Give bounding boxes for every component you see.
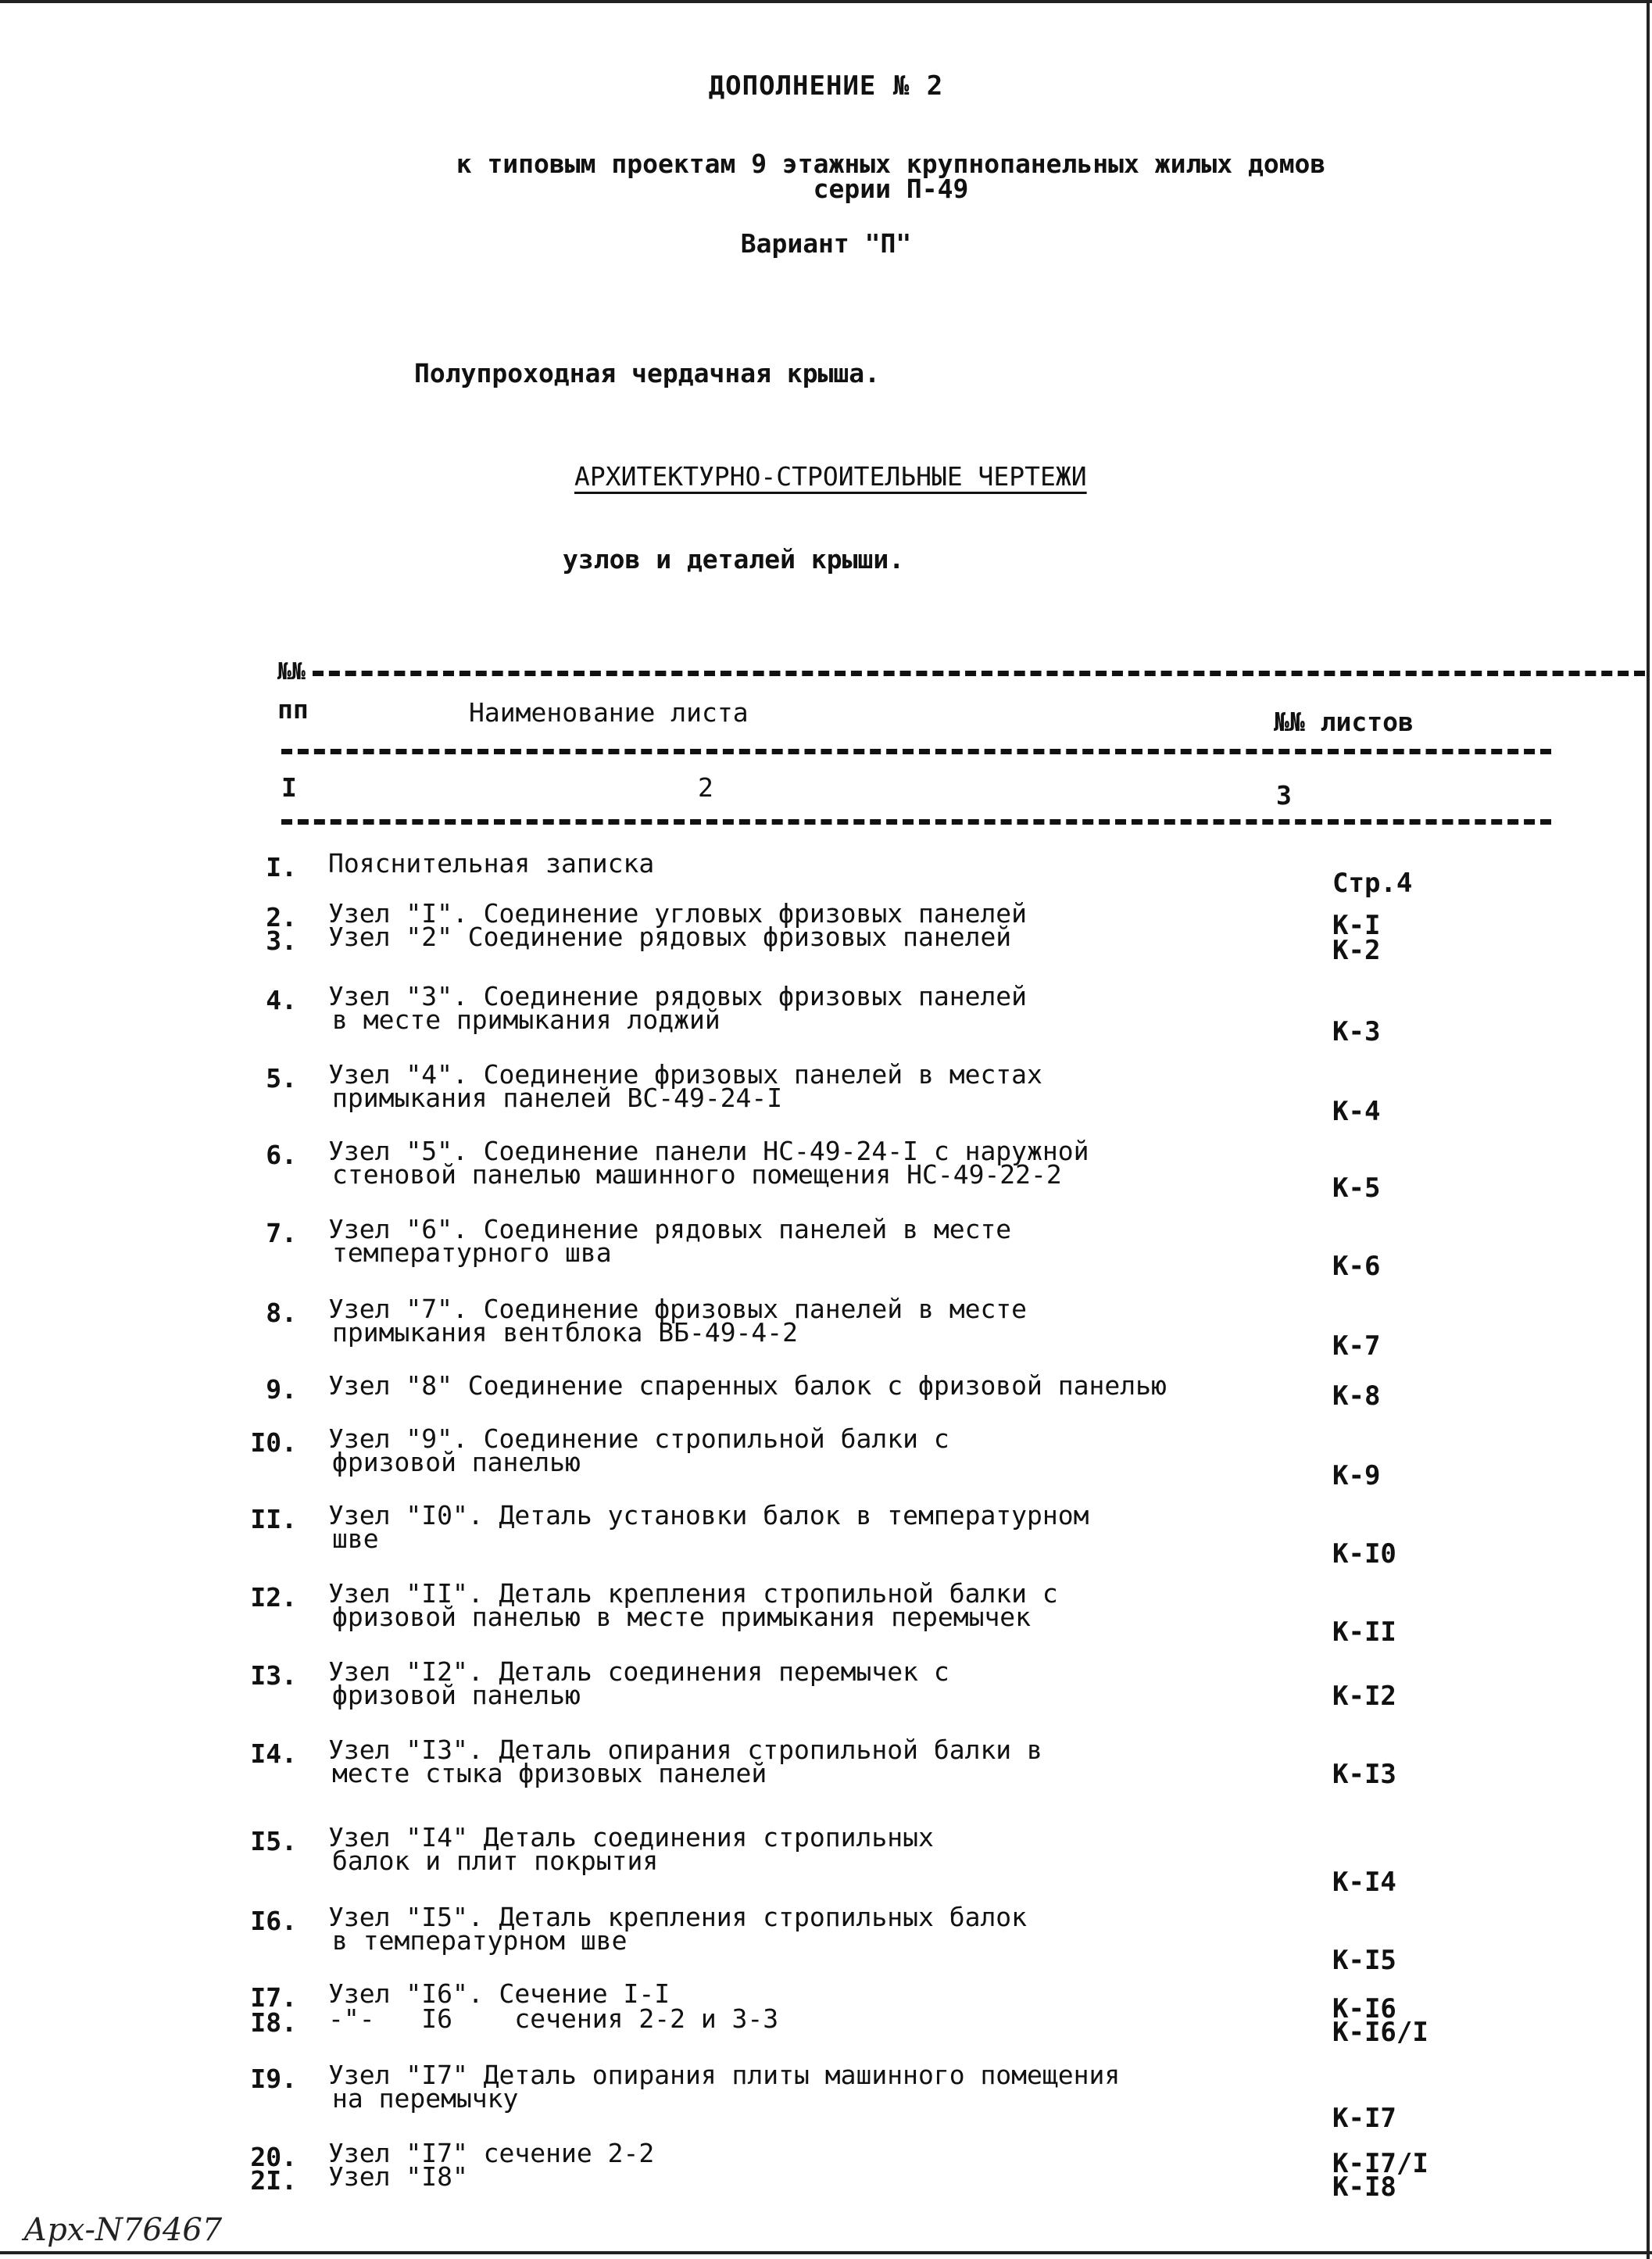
row-title-continuation: месте стыка фризовых панелей	[332, 1758, 767, 1788]
row-title: Узел "I5". Деталь крепления стропильных балок	[328, 1902, 1028, 1932]
row-sheet-number: Стр.4	[1332, 868, 1413, 899]
row-title-continuation: на перемычку	[332, 2083, 519, 2114]
row-sheet-number: К-7	[1332, 1330, 1381, 1362]
section-subtitle: узлов и деталей крыши.	[563, 544, 905, 575]
row-title-continuation: балок и плит покрытия	[332, 1846, 659, 1876]
row-sheet-number: К-I7	[1332, 2103, 1396, 2134]
row-sheet-number: К-I6/I	[1332, 2017, 1429, 2048]
row-title-continuation: фризовой панелью	[332, 1447, 581, 1477]
row-title-continuation: в температурном шве	[332, 1925, 628, 1956]
row-title: Узел "I3". Деталь опирания стропильной балки в	[328, 1735, 1042, 1765]
row-sheet-number: К-II	[1332, 1616, 1396, 1648]
index-rule	[281, 819, 1551, 825]
row-number: 20.	[250, 2142, 297, 2172]
header-rule	[281, 749, 1551, 754]
row-title-continuation: шве	[332, 1523, 379, 1554]
row-number: I.	[266, 852, 297, 882]
col-name-header: Наименование листа	[469, 697, 749, 728]
page-border-bottom	[0, 2251, 1652, 2254]
col-number-header-top: №№	[277, 658, 306, 686]
row-sheet-number: К-I4	[1332, 1867, 1396, 1898]
row-title: Узел "I4" Деталь соединения стропильных	[328, 1822, 934, 1853]
roof-type-heading: Полупроходная чердачная крыша.	[414, 358, 881, 388]
row-sheet-number: К-I8	[1332, 2171, 1396, 2203]
row-title: Узел "I0". Деталь установки балок в температурном	[328, 1500, 1089, 1530]
row-title: Узел "I8"	[328, 2161, 468, 2192]
row-sheet-number: К-4	[1332, 1096, 1381, 1127]
row-title: -"- I6 сечения 2-2 и 3-3	[328, 2003, 779, 2034]
row-title: Узел "I7" Деталь опирания плиты машинного помещения	[328, 2060, 1121, 2090]
document-title: ДОПОЛНЕНИЕ № 2	[708, 70, 944, 102]
row-title-continuation: фризовой панелью	[332, 1680, 581, 1710]
row-number: I4.	[250, 1738, 297, 1769]
row-sheet-number: К-I0	[1332, 1538, 1396, 1570]
section-title: АРХИТЕКТУРНО-СТРОИТЕЛЬНЫЕ ЧЕРТЕЖИ	[574, 461, 1087, 492]
row-sheet-number: К-6	[1332, 1251, 1381, 1282]
row-number: 2I.	[250, 2165, 297, 2196]
row-title: Узел "II". Деталь крепления стропильной балки с	[328, 1578, 1058, 1609]
row-title: Узел "6". Соединение рядовых панелей в месте	[328, 1214, 1012, 1244]
row-title: Пояснительная записка	[328, 848, 655, 879]
row-number: 6.	[266, 1140, 297, 1170]
row-title: Узел "4". Соединение фризовых панелей в местах	[328, 1059, 1042, 1090]
col-sheets-header: №№ листов	[1274, 707, 1414, 737]
row-number: 9.	[266, 1374, 297, 1405]
row-number: I0.	[250, 1427, 297, 1458]
row-number: 3.	[266, 925, 297, 956]
row-title-continuation: в месте примыкания лоджий	[332, 1004, 721, 1035]
row-title: Узел "I6". Сечение I-I	[328, 1978, 670, 2009]
row-title-continuation: примыкания вентблока ВБ-49-4-2	[332, 1317, 799, 1348]
document-subtitle-line2: серии П-49	[813, 174, 969, 204]
col-number-index: I	[281, 772, 297, 803]
page-border-top	[0, 0, 1652, 3]
row-title: Узел "8" Соединение спаренных балок с фризовой панелью	[328, 1370, 1167, 1401]
row-title: Узел "5". Соединение панели НС-49-24-I с наружной	[328, 1136, 1089, 1166]
row-number: I6.	[250, 1906, 297, 1936]
row-title: Узел "7". Соединение фризовых панелей в месте	[328, 1294, 1028, 1324]
row-sheet-number: К-I6	[1332, 1993, 1396, 2025]
row-number: I5.	[250, 1826, 297, 1856]
row-number: 5.	[266, 1063, 297, 1094]
page-border-right	[1647, 0, 1650, 2259]
row-sheet-number: К-2	[1332, 935, 1381, 966]
row-title: Узел "I2". Деталь соединения перемычек с	[328, 1656, 949, 1687]
row-title: Узел "I7" сечение 2-2	[328, 2138, 655, 2168]
row-sheet-number: К-I	[1332, 910, 1381, 941]
row-number: I2.	[250, 1582, 297, 1613]
row-number: 8.	[266, 1298, 297, 1328]
variant-label: Вариант "П"	[740, 228, 912, 259]
row-number: II.	[250, 1504, 297, 1534]
row-title: Узел "9". Соединение стропильной балки с	[328, 1423, 949, 1454]
table-top-rule	[313, 671, 1645, 676]
row-number: I3.	[250, 1660, 297, 1691]
col-name-index: 2	[698, 772, 713, 803]
row-number: 7.	[266, 1218, 297, 1248]
row-sheet-number: К-9	[1332, 1460, 1381, 1491]
row-sheet-number: К-8	[1332, 1380, 1381, 1412]
row-number: 4.	[266, 985, 297, 1015]
row-sheet-number: К-I2	[1332, 1681, 1396, 1712]
row-title: Узел "I". Соединение угловых фризовых панелей	[328, 898, 1028, 929]
row-sheet-number: К-I5	[1332, 1945, 1396, 1976]
row-number: I8.	[250, 2007, 297, 2038]
row-number: 2.	[266, 902, 297, 933]
row-number: I7.	[250, 1982, 297, 2013]
row-title-continuation: стеновой панелью машинного помещения НС-49-22-2	[332, 1159, 1062, 1190]
row-number: I9.	[250, 2064, 297, 2094]
row-title-continuation: примыкания панелей ВС-49-24-I	[332, 1083, 783, 1113]
row-sheet-number: К-I3	[1332, 1759, 1396, 1790]
archive-stamp: Арх-N76467	[23, 2212, 223, 2248]
row-sheet-number: К-3	[1332, 1016, 1381, 1047]
row-title-continuation: температурного шва	[332, 1237, 612, 1268]
row-sheet-number: К-5	[1332, 1172, 1381, 1204]
col-sheets-index: 3	[1276, 780, 1292, 811]
row-sheet-number: К-I7/I	[1332, 2148, 1429, 2179]
col-number-header-bottom: пп	[277, 694, 309, 725]
row-title: Узел "3". Соединение рядовых фризовых панелей	[328, 981, 1028, 1011]
document-subtitle-line1: к типовым проектам 9 этажных крупнопанельных жилых домов	[456, 149, 1326, 179]
row-title-continuation: фризовой панелью в месте примыкания перемычек	[332, 1602, 1032, 1632]
row-title: Узел "2" Соединение рядовых фризовых панелей	[328, 922, 1012, 952]
